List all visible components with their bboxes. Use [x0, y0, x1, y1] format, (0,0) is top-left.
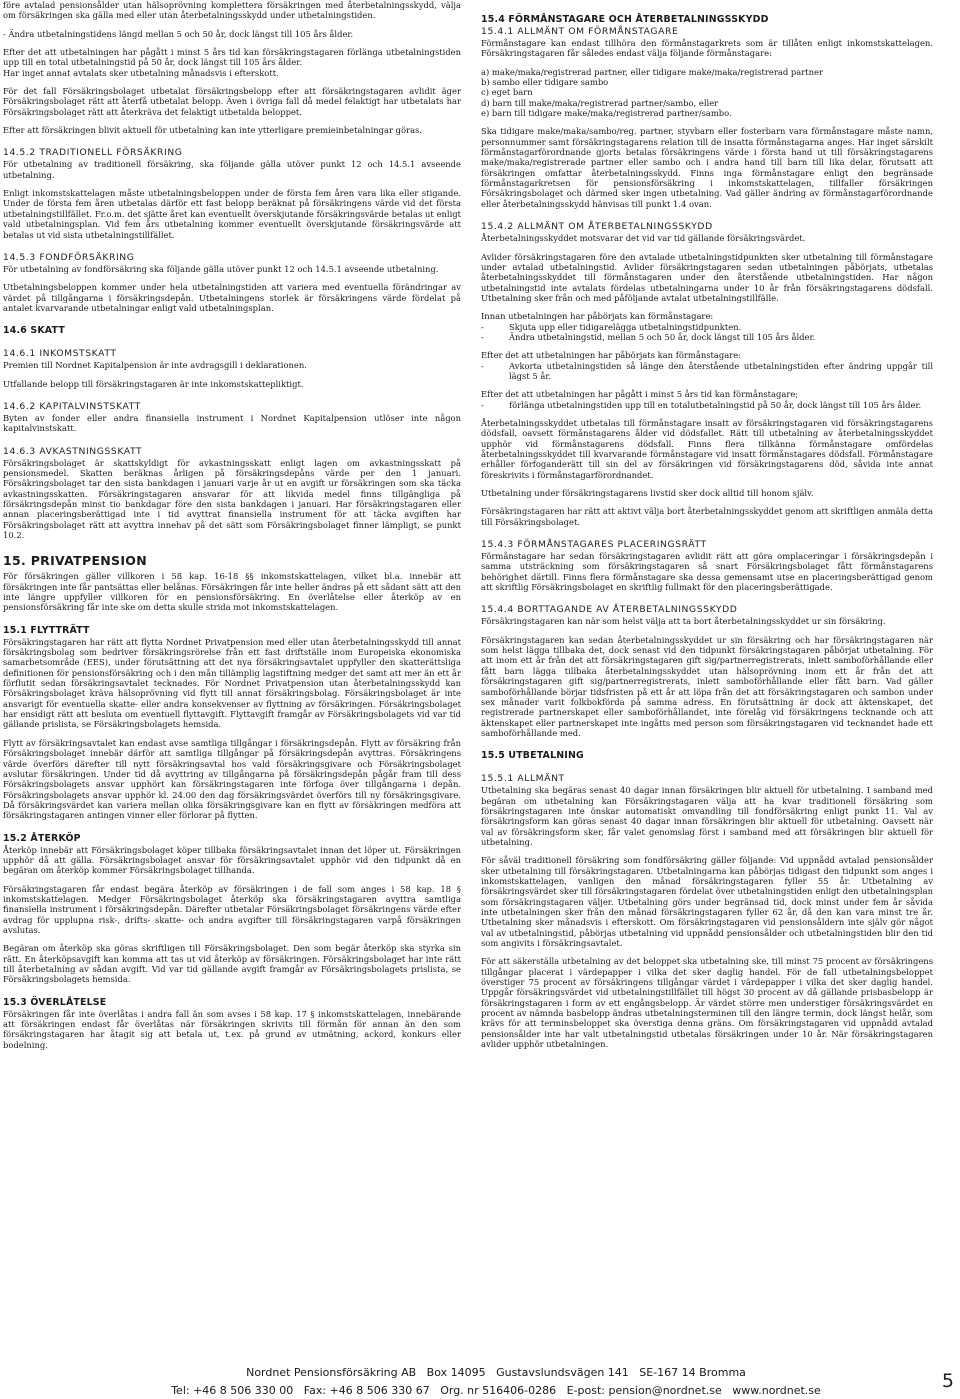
paragraph: Utfallande belopp till försäkringstagaren är inte inkomstskattepliktigt. — [3, 378, 304, 389]
list-item: - Avkorta utbetalningstiden så länge den återstående utbetalningstiden efter ändring uppgår till lägst 5 år. — [481, 360, 933, 381]
dash-marker: - — [481, 321, 484, 332]
list-item: - förlänga utbetalningstiden upp till en totalutbetalningstid på 50 år, dock längst till 105 års ålder. — [481, 399, 922, 410]
paragraph: För att säkerställa utbetalning av det beloppet ska utbetalning ske, till minst 75 procent av försäkringens tillgångar placerat i värdepapper i vilka det sker daglig handel. För de fall utbetalningsbeloppet överstiger 75 procent av försäkringens tillgångar värdet i värdepapper i vilka det sker daglig handel. Uppgår försäkringsvärdet vid utbetalningstillfället till högst 30 procent av då gällande prisbasbelopp är försäkringstagaren i form av ett engångsbelopp. Är värdet större men understiger försäkringsvärdet en procent av nämnda basbelopp ändras utbetalningsterminen till den längre termin, dock längst helår, som krävs för att terminsbeloppet ska överstiga denna gräns. Om försäkringstagaren vid uppnådd avtalad pensionsålder inte har valt utbetalningstid utbetalas försäkringen under 10 år. När försäkringstagaren avlider upphör utbetalningen. — [481, 956, 933, 1050]
paragraph: Försäkringstagaren har rätt att flytta Nordnet Privatpension med eller utan återbetalningsskydd till annat försäkringsbolag som bedriver försäkringsrörelse från ett fast driftställe inom Europeiska ekonomiska samarbetsområde (EES), under förutsättning att det nya försäkringsavtalet uppfyller den skatterättsliga definitionen för pensionsförsäkring och i den mån tillämplig lagstiftning medger det samt att mer än ett år förflutit sedan försäkringsavtalet tecknades. För Nordnet Privatpension utan återbetalningsskydd kan Försäkringsbolaget kräva hälsoprövning vid flytt till annat försäkringsbolag. Försäkringsbolaget är inte ansvarigt för eventuella skatte- eller andra konsekvenser av flyttning av försäkringen. Försäkringsbolaget har ensidigt rätt att besluta om eventuell flyttavgift. Flyttavgift framgår av Försäkringsbolagets vid var tid gällande prislista, se Försäkringsbolagets hemsida. — [3, 636, 461, 730]
paragraph: Ska tidigare make/maka/sambo/reg. partner, styvbarn eller fosterbarn vara förmånstagare måste namn, personnummer samt försäkringstagarens relation till de insatta förmånstagarna anges. Har inget särskilt förmånstagarförordnande gjorts betalas försäkringens värde i första hand ut till försäkringstagarens make/maka/registrerade partner eller sambo och i andra hand till barn till lika delar, förutsatt att försäkringen omfattar återbetalningsskydd. Finns inga förmånstagare enligt den begränsade förmånstagarkretsen för pensionsförsäkring i inkomstskattelagen, tillfaller försäkringen Försäkringsbolaget och därmed sker ingen utbetalning. Vad gäller ändring av förmånstagarförordnande eller återbetalningsskydd hänvisas till punkt 1.4 ovan. — [481, 126, 933, 209]
list-item: - Ändra utbetalningstid, mellan 5 och 50 år, dock längst till 105 års ålder. — [481, 331, 816, 342]
left-column — [3, 0, 461, 1058]
paragraph: Efter det att utbetalningen har pågått i minst 5 års tid kan förmånstagare; — [481, 389, 799, 400]
paragraph: Återbetalningsskyddet motsvarar det vid var tid gällande försäkringsvärdet. — [481, 233, 806, 244]
paragraph: För såväl traditionell försäkring som fondförsäkring gäller följande: Vid uppnådd avtalad pensionsålder sker utbetalning till försäkringstagaren. Utbetalningarna kan påbörjas tidigast den tidpunkt som anges i inkomstskattelagen, vanligen den månad försäkringstagaren fyller 55 år. Utbetalning av försäkringsvärdet sker till försäkringstagaren fördelat över utbetalningstiden enligt den utbetalningsplan som försäkringstagaren väljer. Utbetalning görs under begränsad tid, dock minst under fem år såvida inte utbetalningen sker från den månad försäkringstagaren fyller 62 år, då den kan vara minst tre år. Utbetalning sker månadsvis i efterskott. Om försäkringstagaren vid pensionsåldern inte själv gör något val av utbetalningstid, påbörjas utbetalning vid uppnådd pensionsålder och utbetalningstiden blir den tid som angivits i försäkringsavtalet. — [481, 855, 933, 949]
dash-marker: - — [481, 399, 484, 410]
heading-15-5-1: 15.5.1 ALLMÄNT — [481, 773, 565, 785]
heading-14-6-2: 14.6.2 KAPITALVINSTSKATT — [3, 400, 141, 412]
beneficiary-list — [481, 67, 933, 119]
heading-14-5-2: 14.5.2 TRADITIONELL FÖRSÄKRING — [3, 147, 183, 159]
paragraph: Utbetalningsbeloppen kommer under hela utbetalningstiden att variera med eventuella förändringar av värdet på tillgångarna i försäkringsdepån. Utbetalningens storlek är försäkringens värde fördelat på antalet kvarvarande utbetalningar enligt vald utbetalningsplan. — [3, 282, 461, 313]
paragraph: Utbetalning under försäkringstagarens livstid sker dock alltid till honom själv. — [481, 488, 814, 499]
paragraph: Återköp innebär att Försäkringsbolaget köper tillbaka försäkringsavtalet innan det löper ut. Försäkringen upphör då att gälla. Försäkringsbolaget ansvar för försäkringsavtalet upphör vid den tidpunkt då en begäran om återköp kommer Försäkringsbolaget tillhanda. — [3, 844, 461, 876]
paragraph: Förmånstagare kan endast tillhöra den förmånstagarkrets som är tillåten enligt inkomstskattelagen. Försäkringstagaren får således endast välja följande förmånstagare: — [481, 38, 933, 59]
footer-contact: Tel: +46 8 506 330 00 Fax: +46 8 506 330 67 Org. nr 516406-0286 E-post: pension@nordnet.se www.nordnet.se — [171, 1384, 821, 1397]
paragraph: Återbetalningsskyddet utbetalas till förmånstagare insatt av försäkringstagaren vid försäkringstagarens dödsfall, oavsett förmånstagarens ålder vid dödsfallet. Rätt till utbetalning av återbetalningsskyddet upphör vid förmånstagarens dödsfall. Finns flera tillkänna förmånstagare omfördelas återbetalningsskyddet till kvarvarande förmånstagare vid insatt förmånstagares dödsfall. Förmånstagare erhåller förfoganderätt till sin del av försäkringen vid försäkringstagarens död, såvida inte annat föreskrivits i förmånstagarförordnandet. — [481, 417, 933, 480]
heading-15-1: 15.1 FLYTTRÄTT — [3, 624, 90, 636]
list-item: b) sambo eller tidigare sambo — [481, 77, 609, 88]
heading-15-4-1: 15.4.1 ALLMÄNT OM FÖRMÅNSTAGARE — [481, 26, 679, 37]
heading-15-3: 15.3 ÖVERLÅTELSE — [3, 996, 107, 1008]
paragraph: Avlider försäkringstagaren före den avtalade utbetalningstidpunkten sker utbetalning till förmånstagare under avtalad utbetalningstid. Avlider försäkringstagaren sedan utbetalningen påbörjats, utbetalas återbetalningsskyddet till förmånstagaren under den återstående utbetalningstiden. Har någon utbetalningstid inte avtalats fördelas utbetalningarna under 10 år från försäkringstagarens dödsfall. Utbetalning sker från och med påföljande avtalat utbetalningstillfälle. — [481, 251, 933, 303]
heading-15-2: 15.2 ÅTERKÖP — [3, 832, 81, 844]
paragraph: Har inget annat avtalats sker utbetalning månadsvis i efterskott. — [3, 67, 279, 78]
paragraph: Efter det att utbetalningen har påbörjats kan förmånstagare: — [481, 350, 742, 361]
paragraph: Försäkringsbolaget är skattskyldigt för avkastningsskatt enligt lagen om avkastningsskatt på pensionsmedel. Skatten beräknas årligen på försäkringsdepåns värde per den 1 januari. Försäkringsbolaget tar den sista bankdagen i januari varje år ut en avgift ur försäkringen som ska täcka avkastningsskatten. Försäkringstagaren ansvarar för att likvida medel finns tillgängliga på försäkringsdepån minst tio bankdagar före den sista bankdagen i januari. Har försäkringstagaren eller annan placeringsberättigad inte i tid avyttrat finansiella instrument för att täcka avgiften har Försäkringsbolaget rätt att avyttra innehav på det sätt som Försäkringsbolaget finner lämpligt, se punkt 10.2. — [3, 457, 461, 540]
paragraph: Efter det att utbetalningen har pågått i minst 5 års tid kan försäkringstagaren förlänga utbetalningstiden upp till en total utbetalningstid på 50 år, dock längst till 105 års ålder. — [3, 47, 461, 68]
dash-marker: - — [481, 360, 484, 371]
paragraph: Flytt av försäkringsavtalet kan endast avse samtliga tillgångar i försäkringsdepån. Flytt av försäkring från Försäkringsbolaget innebär därför att samtliga tillgångar på försäkringsdepån avyttras. Försäkringens värde överförs därefter till nytt försäkringsavtal hos vald försäkringsgivare och Försäkringsbolaget avslutar försäkringen. Under tid då avyttring av tillgångarna på försäkringsdepån pågår fram till dess Försäkringsbolagets ansvar upphört kan försäkringstagaren inte förfoga över tillgångarna i depån. Försäkringsbolagets ansvar upphör kl. 24.00 den dag försäkringsvärdet överförs till ny försäkringsgivare. Då försäkringsvärdet kan variera mellan olika försäkringsgivare kan en flytt av försäkringen medföra att försäkringstagaren antingen vinner eller förlorar på flytten. — [3, 737, 461, 821]
heading-14-6: 14.6 SKATT — [3, 325, 65, 337]
heading-15-4-2: 15.4.2 ALLMÄNT OM ÅTERBETALNINGSSKYDD — [481, 221, 713, 233]
heading-15-4-4: 15.4.4 BORTTAGANDE AV ÅTERBETALNINGSSKYDD — [481, 604, 738, 616]
heading-15-4-3: 15.4.3 FÖRMÅNSTAGARES PLACERINGSRÄTT — [481, 539, 707, 551]
paragraph: Premien till Nordnet Kapitalpension är inte avdragsgill i deklarationen. — [3, 360, 307, 371]
paragraph: Utbetalning ska begäras senast 40 dagar innan försäkringen blir aktuell för utbetalning. I samband med begäran om utbetalning kan Försäkringstagaren välja att ha kvar traditionell försäkring som försäkringstagaren inte önskar automatiskt omvandling till fondförsäkring enligt punkt 11. Val av försäkringsform kan göras senast 40 dagar innan försäkringen blir aktuell för utbetalning. Oavsett när val av försäkringsform sker, får valet genomslag först i samband med att försäkringen blir aktuell för utbetalning. — [481, 785, 933, 847]
paragraph: För försäkringen gäller villkoren i 58 kap. 16-18 §§ inkomstskattelagen, vilket bl.a. innebär att försäkringen inte får pantsättas eller belånas. Försäkringen får inte heller ändras på ett sådant sätt att den inte längre uppfyller villkoren för en pensionsförsäkring. En överlåtelse eller återköp av en pensionsförsäkring får inte ske om detta skulle strida mot inkomstskattelagen. — [3, 571, 461, 613]
paragraph: Försäkringstagaren kan när som helst välja att ta bort återbetalningsskyddet ur sin försäkring. — [481, 616, 886, 627]
right-column — [481, 0, 933, 1057]
paragraph: För utbetalning av traditionell försäkring, ska följande gälla utöver punkt 12 och 14.5.1 avseende utbetalning. — [3, 159, 461, 180]
paragraph: Innan utbetalningen har påbörjats kan förmånstagare: — [481, 311, 714, 322]
heading-14-5-3: 14.5.3 FONDFÖRSÄKRING — [3, 251, 135, 263]
paragraph: före avtalad pensionsålder utan hälsoprövning komplettera försäkringen med återbetalningsskydd, välja om försäkringen ska gälla med eller utan återbetalningsskydd under utbetalningstiden. — [3, 0, 461, 21]
paragraph: Försäkringstagaren får endast begära återköp av försäkringen i de fall som anges i 58 kap. 18 § inkomstskattelagen. Medger Försäkringsbolaget återköp ska försäkringstagaren avyttra samtliga finansiella instrument i försäkringsdepån. Därefter utbetalar Försäkringsbolaget försäkringens värde efter avdrag för upplupna risk-, drifts- skatte- och andra avgifter till försäkringstagaren varpå försäkringen avslutas. — [3, 883, 461, 935]
dash-marker: - — [481, 331, 484, 342]
heading-15: 15. PRIVATPENSION — [3, 553, 147, 569]
paragraph: Försäkringstagaren har rätt att aktivt välja bort återbetalningsskyddet genom att skriftligen anmäla detta till Försäkringsbolaget. — [481, 506, 933, 527]
page-number: 5 — [941, 1370, 954, 1392]
heading-14-6-1: 14.6.1 INKOMSTSKATT — [3, 348, 117, 360]
paragraph: - Ändra utbetalningstidens längd mellan 5 och 50 år, dock längst till 105 års ålder. — [3, 28, 354, 39]
list-item: c) eget barn — [481, 87, 533, 98]
paragraph: För det fall Försäkringsbolaget utbetalat försäkringsbelopp efter att försäkringstagaren avlidit äger Försäkringsbolaget rätt att återfå utbetalat belopp. Även i övriga fall då medel felaktigt har utbetalats har Försäkringsbolaget rätt att återkräva det felaktigt utbetalda beloppet. — [3, 86, 461, 117]
paragraph: Begäran om återköp ska göras skriftligen till Försäkringsbolaget. Den som begär återköp ska styrka sin rätt. En återköpsavgift kan komma att tas ut vid återköp av försäkringen. Försäkringsbolaget har inte rätt till återbetalning av sådan avgift. Vid var tid gällande avgift framgår av Försäkringsbolagets prislista, se Försäkringsbolagets hemsida. — [3, 943, 461, 985]
list-item: - Skjuta upp eller tidigarelägga utbetalningstidpunkten. — [481, 321, 742, 332]
list-item: e) barn till tidigare make/maka/registrerad partner/sambo. — [481, 108, 732, 119]
paragraph: Byten av fonder eller andra finansiella instrument i Nordnet Kapitalpension utlöser inte någon kapitalvinstskatt. — [3, 412, 461, 434]
list-item: d) barn till make/maka/registrerad partner/sambo, eller — [481, 97, 719, 108]
paragraph: Efter att försäkringen blivit aktuell för utbetalning kan inte ytterligare premieinbetalningar göras. — [3, 125, 423, 136]
paragraph: För utbetalning av fondförsäkring ska följande gälla utöver punkt 12 och 14.5.1 avseende utbetalning. — [3, 263, 439, 274]
footer-address: Nordnet Pensionsförsäkring AB Box 14095 Gustavslundsvägen 141 SE-167 14 Bromma — [246, 1366, 746, 1379]
list-item: a) make/maka/registrerad partner, eller tidigare make/maka/registrerad partner — [481, 66, 823, 77]
heading-15-5: 15.5 UTBETALNING — [481, 750, 584, 762]
heading-15-4: 15.4 FÖRMÅNSTAGARE OCH ÅTERBETALNINGSSKYDD — [481, 14, 769, 25]
heading-14-6-3: 14.6.3 AVKASTNINGSSKATT — [3, 445, 143, 457]
paragraph: Förmånstagare har sedan försäkringstagaren avlidit rätt att göra omplaceringar i försäkringsdepån i samma utsträckning som försäkringstagaren så snart Försäkringsbolaget fått förmånstagarens behörighet därtill. Finns flera förmånstagare ska dessa gemensamt utse en placeringsberättigad genom att skriftlig Försäkringsbolaget en skriftlig fullmakt för den placeringsberättigade. — [481, 551, 933, 593]
paragraph: Försäkringstagaren kan sedan återbetalningsskyddet ur sin försäkring och har försäkringstagaren när som helst lägga tillbaka det, dock senast vid den tidpunkt försäkringstagaren påbörjat utbetalning. För att inom ett år från det att försäkringstagaren gift sig/partnerregistrerats, inlett samboförhållande eller fått barn lägga tillbaka återbetalningsskyddet utan hälsoprövning inom ett år från det att försäkringstagaren gift sig/partnerregistrerats, inlett samboförhållande eller fått barn. Vad gäller samboförhållande börjar tidsfristen på ett år att löpa från det att försäkringstagaren och sambon under sex månader varit folkbokförda på samma adress. En förutsättning är dock att äktenskapet, det registrerade partnerskapet eller samboförhållandet, inte förelåg vid försäkringens tecknande och att äktenskapet eller partnerskapet inte ingåtts med person som försäkringstagaren vid tecknandet hade ett samboförhållande med. — [481, 634, 933, 738]
paragraph: Enligt inkomstskattelagen måste utbetalningsbeloppen under de första fem åren vara lika eller stigande. Under de första fem åren utbetalas därför ett fast belopp beräknat på försäkringens värde vid det första utbetalningstillfället. Fr.o.m. det sjätte året kan eventuellt överskjutande försäkringsvärde betalas ut enligt vald utbetalningsplan. Vid fem års utbetalning kommer eventuellt överskjutande försäkringsvärde att betalas ut vid sista utbetalningstillfället. — [3, 188, 461, 240]
paragraph: Försäkringen får inte överlåtas i andra fall än som avses i 58 kap. 17 § inkomstskattelagen, innebärande att försäkringen endast får överlåtas när försäkringen skrivits till förmån för annan än den som försäkringstagaren har åtagit sig att betala ut, t.ex. på grund av utmätning, ackord, konkurs eller bodelning. — [3, 1008, 461, 1050]
